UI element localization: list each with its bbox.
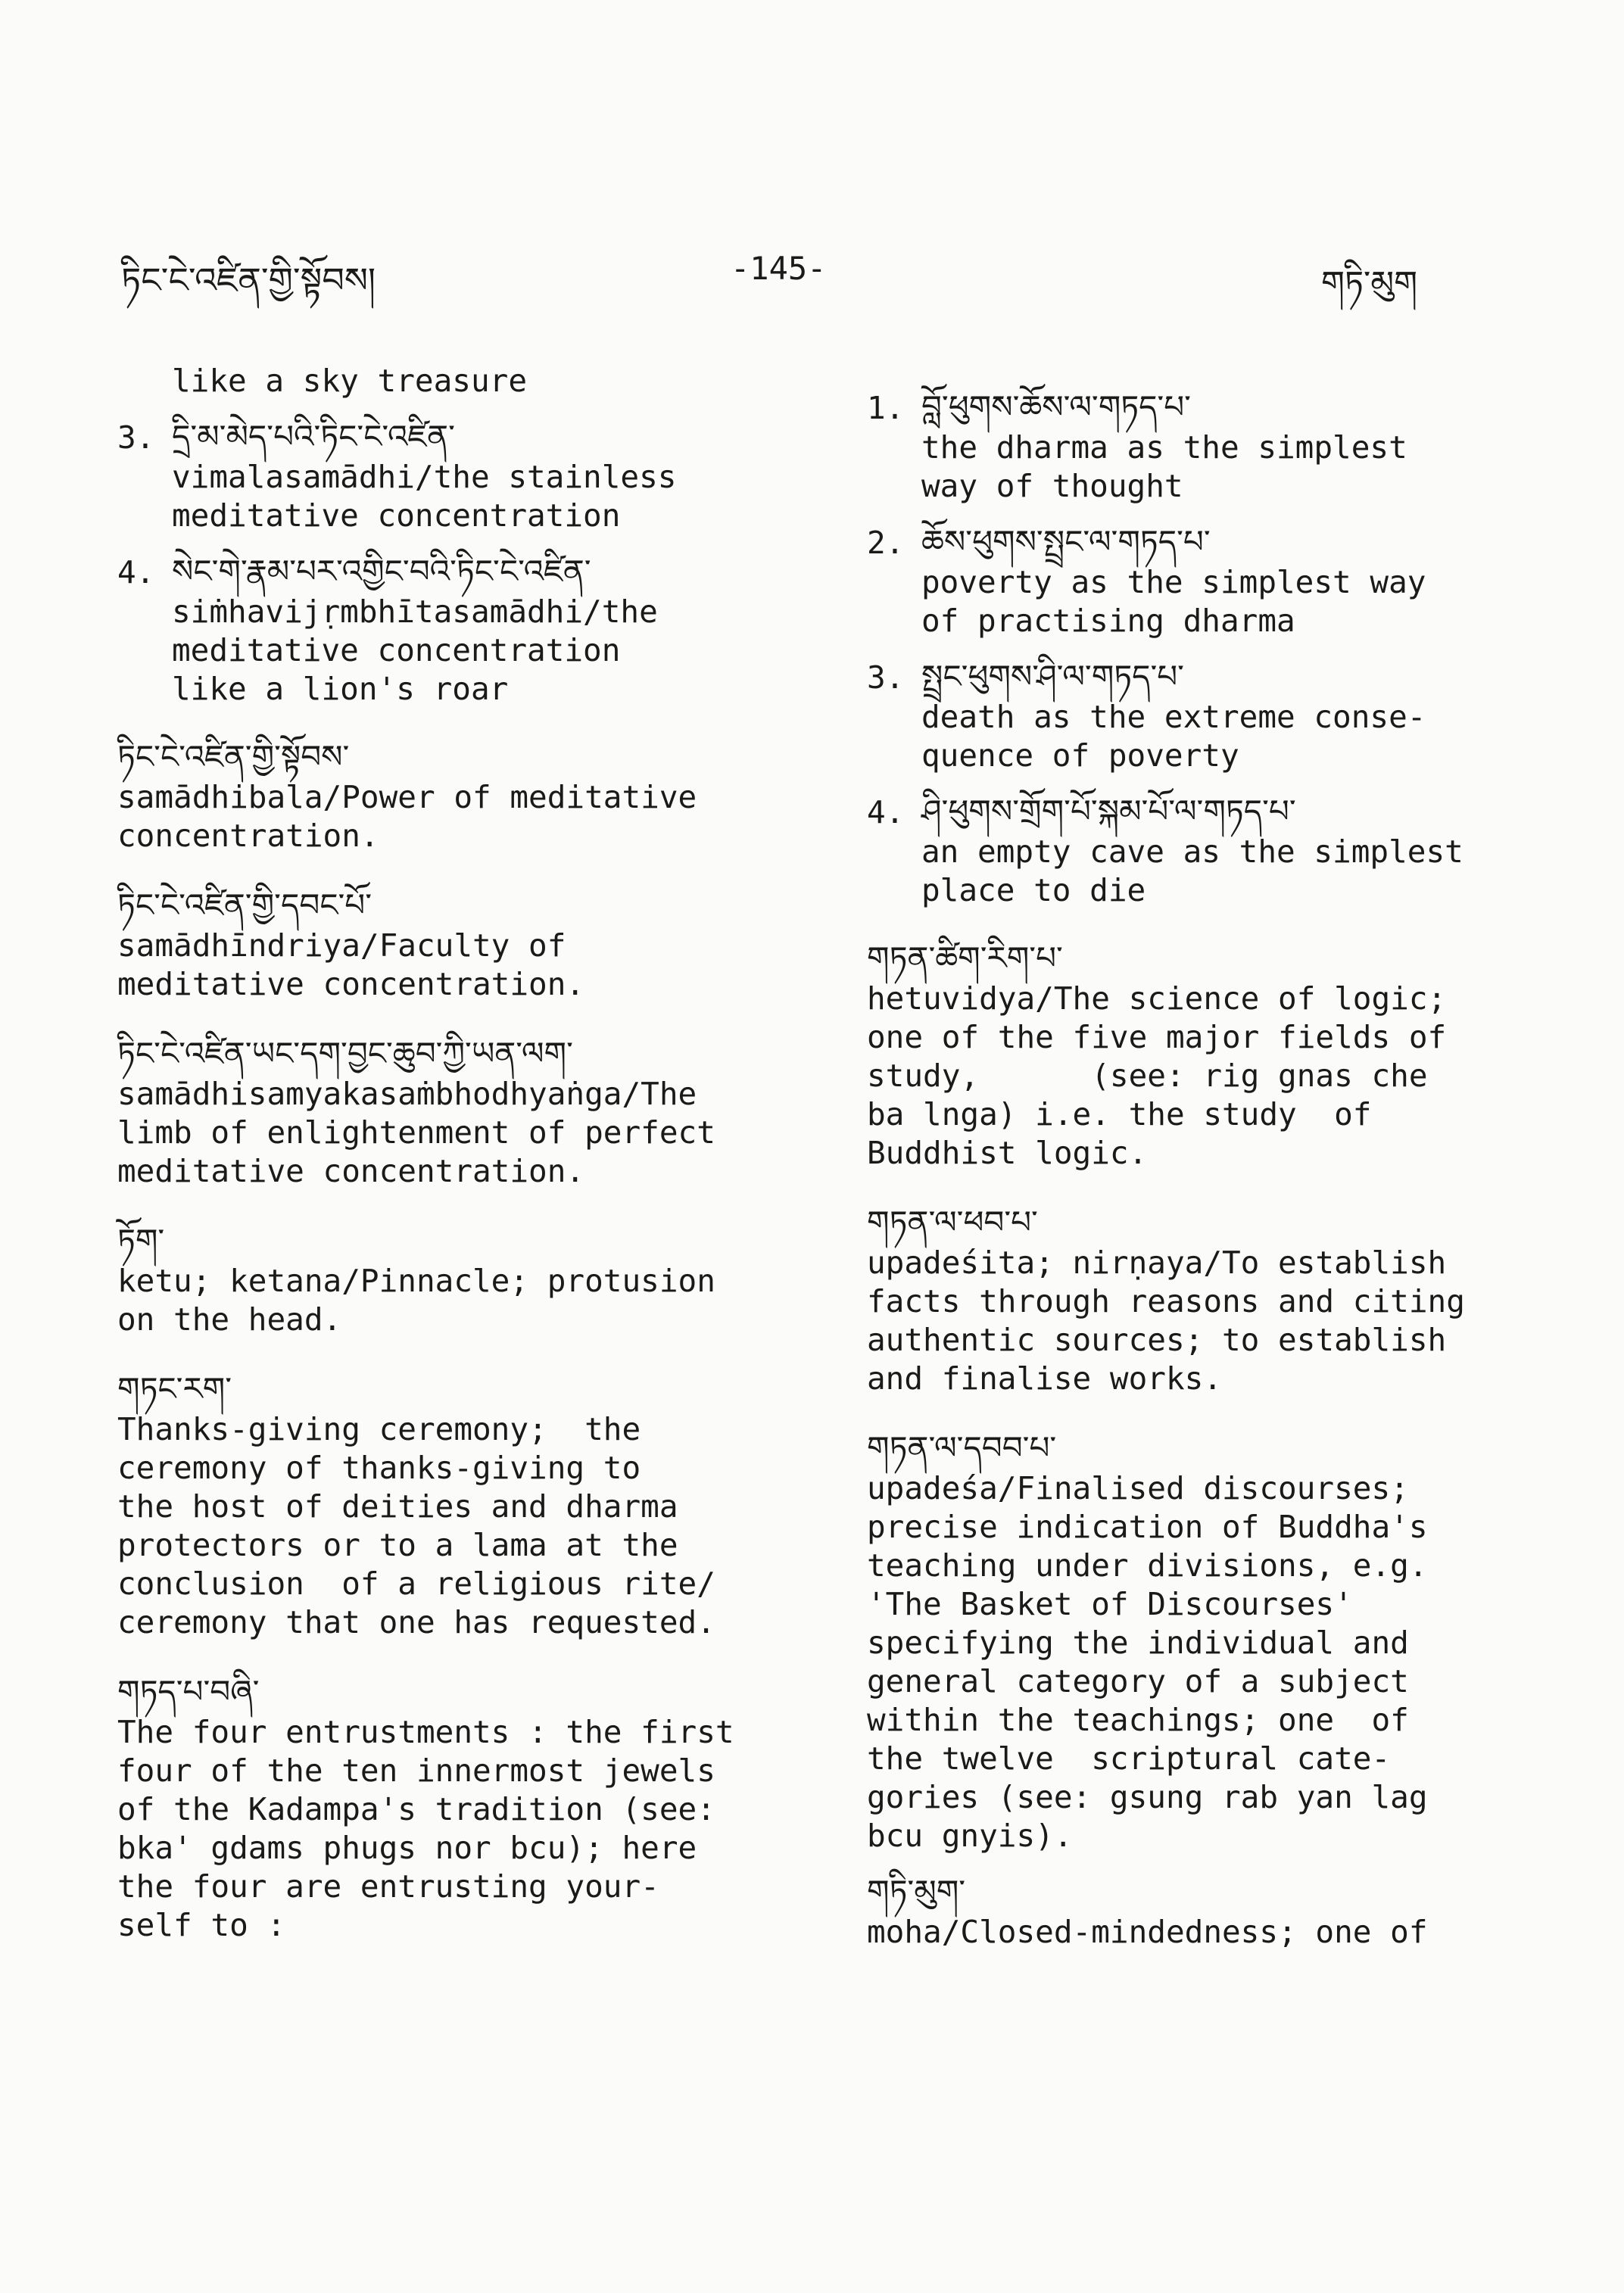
definition-line: poverty as the simplest way <box>921 564 1426 600</box>
numbered-item <box>117 550 799 709</box>
definition-line: place to die <box>921 872 1146 908</box>
tibetan-headword: ཏོག་ <box>117 1222 165 1259</box>
definition-line: quence of poverty <box>921 737 1239 774</box>
definition-line: conclusion of a religious rite/ <box>117 1566 715 1602</box>
definition-line: self to : <box>117 1907 286 1943</box>
left-column <box>117 362 799 1945</box>
definition-line: concentration. <box>117 818 379 854</box>
dictionary-entry <box>117 1033 799 1191</box>
dictionary-entry <box>867 937 1518 1173</box>
definition-line: of the Kadampa's tradition (see: <box>117 1791 715 1827</box>
definition-line: the dharma as the simplest <box>921 429 1407 466</box>
definition-line: four of the ten innermost jewels <box>117 1752 715 1789</box>
definition-line: samādhīndriya/Faculty of <box>117 927 566 964</box>
definition-line: moha/Closed-mindedness; one of <box>867 1914 1428 1950</box>
definition-line: facts through reasons and citing <box>867 1283 1465 1319</box>
tibetan-headword: སྤྲང་ཕུགས་ཤི་ལ་གཏད་པ་ <box>921 658 1185 695</box>
definition-line: vimalasamādhi/the stainless <box>172 459 677 495</box>
numbered-item <box>867 790 1518 910</box>
definition-line: upadeśa/Finalised discourses; <box>867 1470 1409 1506</box>
item-number: 3. <box>867 659 905 696</box>
definition-line: samādhisamyakasaṁbhodhyaṅga/The <box>117 1076 697 1112</box>
definition-line: within the teachings; one of <box>867 1702 1409 1738</box>
tibetan-headword: བློ་ཕུགས་ཆོས་ལ་གཏད་པ་ <box>921 388 1191 425</box>
definition-line: The four entrustments : the first <box>117 1714 734 1750</box>
definition-line: gories (see: gsung rab yan lag <box>867 1779 1428 1815</box>
definition-line: of practising dharma <box>921 603 1295 639</box>
tibetan-headword: དྲི་མ་མེད་པའི་ཏིང་ངེ་འཛིན་ <box>172 418 455 455</box>
definition-line: Buddhist logic. <box>867 1135 1148 1171</box>
definition-line: ketu; ketana/Pinnacle; protusion <box>117 1263 715 1299</box>
definition-line: meditative concentration <box>172 632 621 668</box>
continuation-line: like a sky treasure <box>172 363 527 399</box>
definition-line: teaching under divisions, e.g. <box>867 1547 1428 1584</box>
definition-line: protectors or to a lama at the <box>117 1527 678 1563</box>
definition-line: like a lion's roar <box>172 671 509 707</box>
definition-line: study, (see: rig gnas che <box>867 1058 1428 1094</box>
item-number: 4. <box>117 554 155 590</box>
page-number: -145- <box>731 250 827 287</box>
definition-line: meditative concentration <box>172 497 621 534</box>
definition-line: the host of deities and dharma <box>117 1488 678 1525</box>
item-number: 4. <box>867 794 905 830</box>
dictionary-entry <box>867 1427 1518 1855</box>
running-head-tibetan: ཏིང་ངེ་འཛིན་གྱི་སྟོབས། <box>121 260 376 301</box>
definition-line: siṁhavijṛmbhītasamādhi/the <box>172 594 658 630</box>
definition-line: Thanks-giving ceremony; the <box>117 1411 641 1447</box>
definition-line: samādhibala/Power of meditative <box>117 779 697 815</box>
tibetan-headword: ཏིང་ངེ་འཛིན་གྱི་སྟོབས་ <box>117 738 350 775</box>
definition-line: ceremony that one has requested. <box>117 1604 715 1640</box>
definition-line: meditative concentration. <box>117 1153 585 1189</box>
dictionary-entry <box>117 1220 799 1339</box>
dictionary-entry <box>117 884 799 1004</box>
definition-line: authentic sources; to establish <box>867 1322 1447 1358</box>
definition-line: meditative concentration. <box>117 966 585 1002</box>
dictionary-entry <box>117 736 799 855</box>
definition-line: the twelve scriptural cate- <box>867 1740 1391 1777</box>
definition-line: 'The Basket of Discourses' <box>867 1586 1353 1622</box>
tibetan-headword: གཏན་ལ་ཕབ་པ་ <box>867 1204 1038 1241</box>
tibetan-headword: ཏིང་ངེ་འཛིན་ཡང་དག་བྱང་ཆུབ་ཀྱི་ཡན་ལག་ <box>117 1035 573 1072</box>
definition-line: the four are entrusting your- <box>117 1868 659 1905</box>
tibetan-headword: ཏིང་ངེ་འཛིན་གྱི་དབང་པོ་ <box>117 886 372 924</box>
tibetan-headword: གཏང་རག་ <box>117 1370 232 1407</box>
definition-line: on the head. <box>117 1301 342 1338</box>
tibetan-headword: གཏན་ཚིག་རིག་པ་ <box>867 939 1063 977</box>
definition-line: specifying the individual and <box>867 1625 1409 1661</box>
definition-line: one of the five major fields of <box>867 1019 1447 1055</box>
dictionary-entry <box>867 1871 1518 1952</box>
right-column <box>867 386 1518 1952</box>
dictionary-entry <box>867 1201 1518 1398</box>
numbered-item <box>867 656 1518 775</box>
numbered-item <box>867 521 1518 640</box>
item-number: 1. <box>867 390 905 426</box>
definition-line: hetuvidya/The science of logic; <box>867 980 1447 1017</box>
numbered-item <box>867 386 1518 506</box>
running-head-right-tibetan: གཏི་མུག <box>1321 264 1418 303</box>
definition-line: ba lnga) i.e. the study of <box>867 1096 1372 1132</box>
definition-line: way of thought <box>921 468 1183 504</box>
item-number: 2. <box>867 525 905 561</box>
item-number: 3. <box>117 419 155 456</box>
dictionary-entry <box>117 1368 799 1642</box>
tibetan-headword: གཏན་ལ་དབབ་པ་ <box>867 1429 1057 1466</box>
definition-line: bka' gdams phugs nor bcu); here <box>117 1830 697 1866</box>
definition-line: an empty cave as the simplest <box>921 833 1463 870</box>
definition-line: bcu gnyis). <box>867 1818 1073 1854</box>
definition-line: death as the extreme conse- <box>921 699 1426 735</box>
dictionary-entry <box>117 1671 799 1945</box>
definition-line: and finalise works. <box>867 1360 1222 1397</box>
tibetan-headword: ཤི་ཕུགས་གྲོག་པོ་སྐམ་པོ་ལ་གཏད་པ་ <box>921 793 1296 830</box>
definition-line: ceremony of thanks-giving to <box>117 1450 641 1486</box>
tibetan-headword: གཏད་པ་བཞི་ <box>117 1673 260 1710</box>
numbered-item <box>117 416 799 535</box>
definition-line: precise indication of Buddha's <box>867 1509 1428 1545</box>
tibetan-headword: ཆོས་ཕུགས་སྤྲང་ལ་གཏད་པ་ <box>921 523 1211 560</box>
definition-line: limb of enlightenment of perfect <box>117 1114 715 1151</box>
tibetan-headword: གཏི་མུག་ <box>867 1873 966 1910</box>
tibetan-headword: སེང་གེ་རྣམ་པར་འགྱིང་བའི་ཏིང་ངེ་འཛིན་ <box>172 553 591 590</box>
definition-line: upadeśita; nirṇaya/To establish <box>867 1245 1447 1281</box>
definition-line: general category of a subject <box>867 1663 1409 1699</box>
